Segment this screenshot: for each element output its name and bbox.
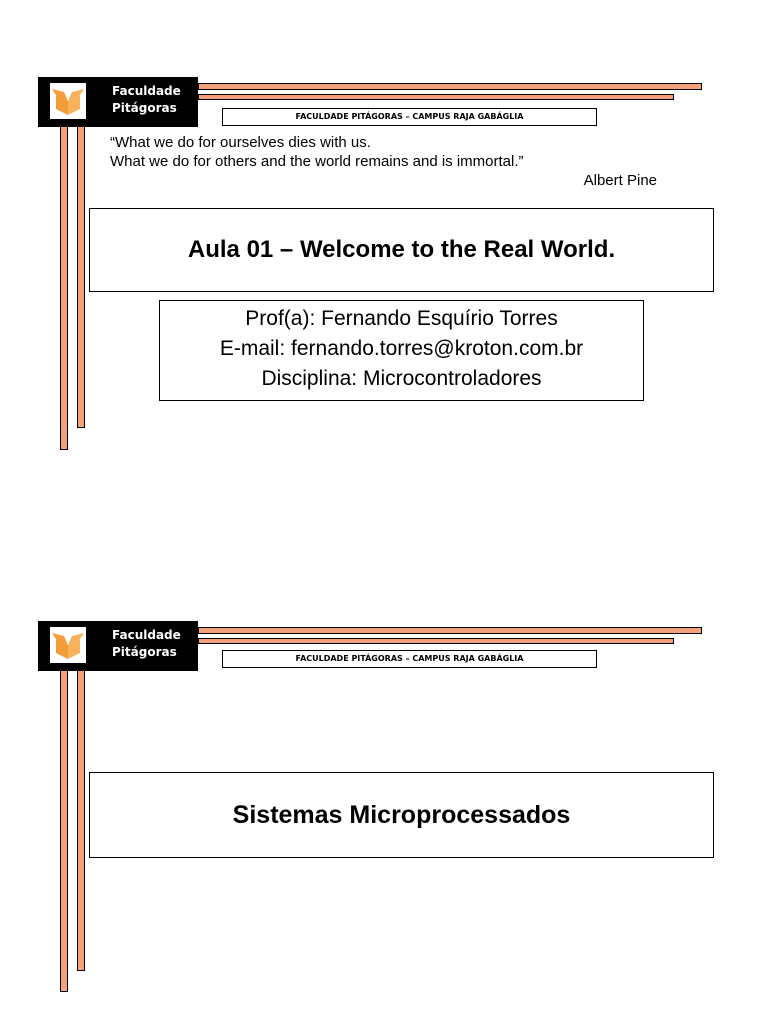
campus-label: FACULDADE PITÁGORAS – CAMPUS RAJA GABÁGLIA — [222, 650, 597, 668]
slide-title — [89, 208, 714, 292]
horizontal-bar-short — [198, 94, 674, 100]
quote-line2: What we do for others and the world remains and is immortal.” — [110, 153, 524, 170]
logo-text — [112, 83, 181, 117]
open-box-icon — [50, 83, 86, 119]
slide-title — [89, 772, 714, 858]
slide-2 — [0, 542, 768, 1024]
quote-line1: “What we do for ourselves dies with us. — [110, 134, 371, 151]
logo-line2: Pitágoras — [112, 645, 177, 659]
professor-info — [159, 300, 644, 401]
logo-line2: Pitágoras — [112, 101, 177, 115]
horizontal-bar-long — [198, 83, 702, 90]
vertical-bar-short — [77, 120, 85, 428]
campus-label: FACULDADE PITÁGORAS – CAMPUS RAJA GABÁGLIA — [222, 108, 597, 126]
quote-author: Albert Pine — [583, 172, 657, 189]
faculdade-logo — [38, 621, 198, 671]
professor-email: E-mail: fernando.torres@kroton.com.br — [219, 337, 584, 360]
logo-line1: Faculdade — [112, 84, 181, 98]
vertical-bar-short — [77, 664, 85, 971]
horizontal-bar-long — [198, 627, 702, 634]
professor-name: Prof(a): Fernando Esquírio Torres — [245, 307, 558, 330]
slide-title-text: Aula 01 – Welcome to the Real World. — [187, 236, 616, 263]
logo-text — [112, 627, 181, 661]
quote — [110, 133, 660, 190]
open-box-icon — [50, 627, 86, 663]
vertical-bar-long — [60, 664, 68, 992]
slide-title-text: Sistemas Microprocessados — [232, 800, 571, 829]
faculdade-logo — [38, 77, 198, 127]
discipline: Disciplina: Microcontroladores — [261, 367, 542, 390]
horizontal-bar-short — [198, 638, 674, 644]
logo-line1: Faculdade — [112, 628, 181, 642]
vertical-bar-long — [60, 120, 68, 450]
